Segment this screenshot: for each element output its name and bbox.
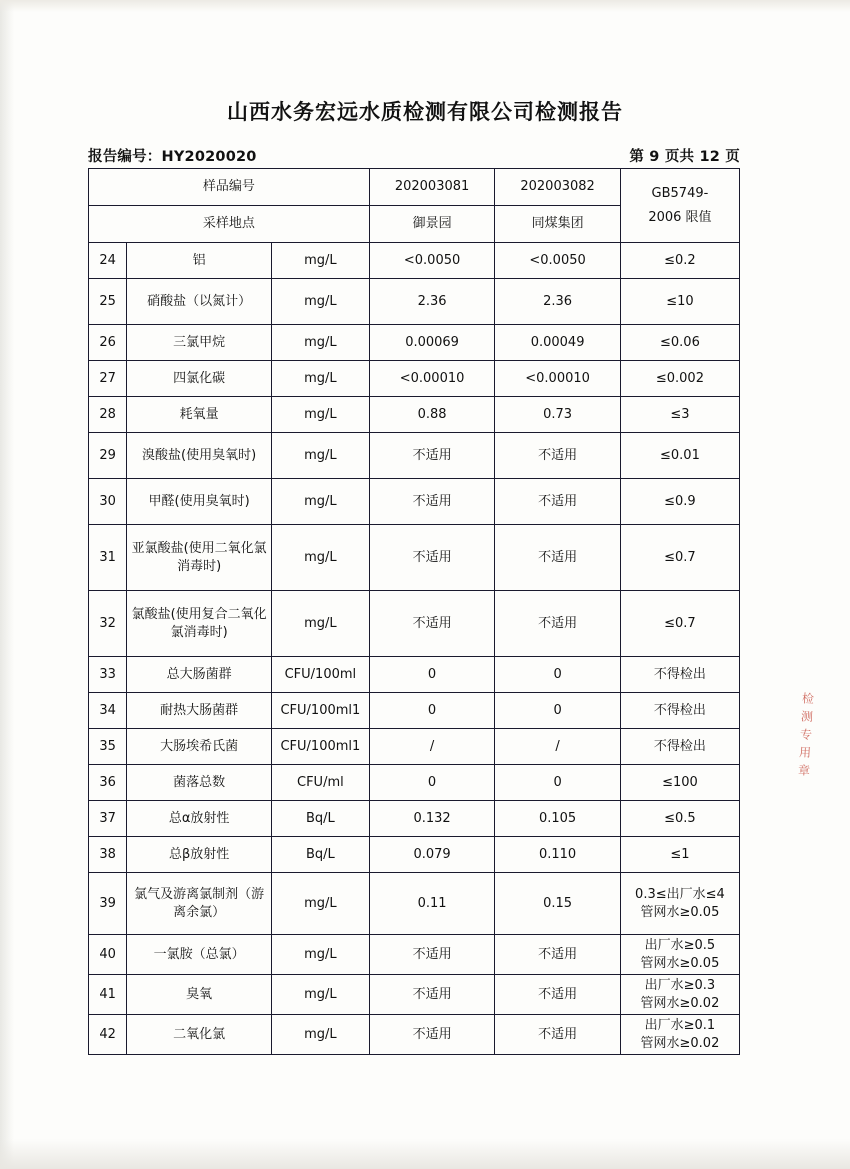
row-number: 38 [89, 837, 127, 873]
row-limit-value: ≤100 [620, 765, 739, 801]
row-parameter-name: 臭氧 [127, 975, 272, 1015]
row-parameter-name: 耗氧量 [127, 397, 272, 433]
row-limit-value: ≤0.7 [620, 525, 739, 591]
page-title: 山西水务宏远水质检测有限公司检测报告 [227, 100, 623, 124]
row-sample1-value: 0 [369, 765, 495, 801]
row-parameter-name: 三氯甲烷 [127, 325, 272, 361]
table-row [89, 397, 740, 433]
table-row [89, 657, 740, 693]
limit-line: 管网水≥0.02 [640, 1035, 720, 1051]
row-limit-value: ≤0.06 [620, 325, 739, 361]
row-parameter-name: 亚氯酸盐(使用二氧化氯消毒时) [127, 525, 272, 591]
header-sample1-no: 202003081 [369, 169, 495, 206]
row-number: 29 [89, 433, 127, 479]
limit-line: 出厂水≥0.1 [644, 1018, 716, 1034]
row-sample1-value: 不适用 [369, 479, 495, 525]
limit-line: 管网水≥0.05 [640, 904, 720, 920]
row-sample1-value: 不适用 [369, 525, 495, 591]
row-limit-value [620, 873, 739, 935]
test-results-table [88, 168, 740, 1055]
row-sample2-value: 不适用 [495, 591, 621, 657]
table-row [89, 873, 740, 935]
row-sample1-value: 不适用 [369, 433, 495, 479]
header-limit-standard [620, 169, 739, 243]
row-unit: CFU/ml [271, 765, 369, 801]
row-sample1-value: 不适用 [369, 1015, 495, 1055]
page-edge-shading-bottom [0, 1139, 850, 1169]
seal-char: 用 [798, 745, 812, 760]
row-sample2-value: 0 [495, 657, 621, 693]
row-limit-value: ≤0.002 [620, 361, 739, 397]
row-number: 28 [89, 397, 127, 433]
row-parameter-name: 四氯化碳 [127, 361, 272, 397]
seal-char: 检 [801, 691, 815, 706]
row-sample2-value: 0 [495, 765, 621, 801]
header-sample2-site: 同煤集团 [495, 206, 621, 243]
row-parameter-name: 总β放射性 [127, 837, 272, 873]
row-sample1-value: 0 [369, 693, 495, 729]
table-row [89, 279, 740, 325]
row-limit-value [620, 935, 739, 975]
row-sample1-value: 不适用 [369, 591, 495, 657]
seal-char: 测 [800, 709, 814, 724]
seal-char: 专 [799, 727, 813, 742]
row-sample1-value: <0.0050 [369, 243, 495, 279]
row-sample1-value: 0 [369, 657, 495, 693]
table-row [89, 975, 740, 1015]
page-number: 第 9 页共 12 页 [629, 149, 740, 165]
limit-line: 出厂水≥0.5 [644, 938, 716, 953]
row-unit: mg/L [271, 397, 369, 433]
row-unit: mg/L [271, 243, 369, 279]
table-header-row-sample-no [89, 169, 740, 206]
row-limit-value: 不得检出 [620, 693, 739, 729]
row-unit: mg/L [271, 433, 369, 479]
page-edge-shading-left [0, 0, 14, 1169]
table-row [89, 361, 740, 397]
table-row [89, 325, 740, 361]
header-sample-no-label: 样品编号 [89, 169, 370, 206]
row-sample1-value: 0.132 [369, 801, 495, 837]
row-parameter-name: 一氯胺（总氯） [127, 935, 272, 975]
table-row [89, 693, 740, 729]
row-number: 36 [89, 765, 127, 801]
row-unit: mg/L [271, 975, 369, 1015]
row-unit: CFU/100ml1 [271, 729, 369, 765]
row-sample2-value: 2.36 [495, 279, 621, 325]
row-sample1-value: 0.079 [369, 837, 495, 873]
row-number: 30 [89, 479, 127, 525]
row-unit: mg/L [271, 279, 369, 325]
row-number: 32 [89, 591, 127, 657]
table-row [89, 935, 740, 975]
header-sample2-no: 202003082 [495, 169, 621, 206]
row-number: 33 [89, 657, 127, 693]
row-parameter-name: 溴酸盐(使用臭氧时) [127, 433, 272, 479]
row-sample1-value: / [369, 729, 495, 765]
row-limit-value: ≤0.2 [620, 243, 739, 279]
row-number: 27 [89, 361, 127, 397]
row-sample2-value: / [495, 729, 621, 765]
row-parameter-name: 总大肠菌群 [127, 657, 272, 693]
row-number: 25 [89, 279, 127, 325]
row-sample2-value: 不适用 [495, 1015, 621, 1055]
row-sample1-value: <0.00010 [369, 361, 495, 397]
row-number: 39 [89, 873, 127, 935]
table-row [89, 801, 740, 837]
row-unit: mg/L [271, 873, 369, 935]
report-meta [88, 145, 740, 166]
row-limit-value: ≤0.7 [620, 591, 739, 657]
report-number: 报告编号：HY2020020 [88, 149, 257, 165]
row-limit-value [620, 975, 739, 1015]
row-sample1-value: 0.88 [369, 397, 495, 433]
table-row [89, 837, 740, 873]
table-row [89, 243, 740, 279]
row-limit-value: ≤0.01 [620, 433, 739, 479]
row-sample2-value: 不适用 [495, 479, 621, 525]
row-number: 37 [89, 801, 127, 837]
row-number: 31 [89, 525, 127, 591]
row-sample1-value: 0.00069 [369, 325, 495, 361]
row-parameter-name: 氯酸盐(使用复合二氧化氯消毒时) [127, 591, 272, 657]
row-sample1-value: 不适用 [369, 975, 495, 1015]
page-edge-shading-top [0, 0, 850, 12]
row-unit: Bq/L [271, 837, 369, 873]
row-sample1-value: 0.11 [369, 873, 495, 935]
row-limit-value [620, 1015, 739, 1055]
row-parameter-name: 铝 [127, 243, 272, 279]
row-sample2-value: 0.73 [495, 397, 621, 433]
row-unit: Bq/L [271, 801, 369, 837]
row-limit-value: ≤10 [620, 279, 739, 325]
table-row [89, 591, 740, 657]
row-limit-value: ≤1 [620, 837, 739, 873]
row-parameter-name: 耐热大肠菌群 [127, 693, 272, 729]
row-sample1-value: 2.36 [369, 279, 495, 325]
row-number: 34 [89, 693, 127, 729]
row-unit: mg/L [271, 1015, 369, 1055]
row-sample2-value: 0 [495, 693, 621, 729]
header-sampling-site-label: 采样地点 [89, 206, 370, 243]
table-row [89, 729, 740, 765]
row-sample1-value: 不适用 [369, 935, 495, 975]
row-number: 26 [89, 325, 127, 361]
row-sample2-value: 0.00049 [495, 325, 621, 361]
row-number: 40 [89, 935, 127, 975]
row-unit: mg/L [271, 935, 369, 975]
limit-line: 0.3≤出厂水≤4 [635, 886, 725, 902]
limit-line: 出厂水≥0.3 [644, 978, 716, 994]
row-number: 42 [89, 1015, 127, 1055]
seal-char: 章 [797, 763, 811, 778]
row-limit-value: 不得检出 [620, 657, 739, 693]
row-parameter-name: 硝酸盐（以氮计） [127, 279, 272, 325]
header-sample1-site: 御景园 [369, 206, 495, 243]
row-sample2-value: 0.15 [495, 873, 621, 935]
row-limit-value: ≤3 [620, 397, 739, 433]
table-row [89, 765, 740, 801]
row-unit: mg/L [271, 525, 369, 591]
row-sample2-value: 不适用 [495, 975, 621, 1015]
row-unit: mg/L [271, 591, 369, 657]
row-sample2-value: 0.110 [495, 837, 621, 873]
row-unit: mg/L [271, 479, 369, 525]
row-parameter-name: 二氧化氯 [127, 1015, 272, 1055]
row-limit-value: ≤0.5 [620, 801, 739, 837]
row-sample2-value: 0.105 [495, 801, 621, 837]
limit-line: 管网水≥0.05 [640, 955, 720, 971]
row-number: 35 [89, 729, 127, 765]
row-parameter-name: 大肠埃希氏菌 [127, 729, 272, 765]
row-unit: mg/L [271, 325, 369, 361]
red-seal-mark [798, 689, 829, 780]
table-row [89, 525, 740, 591]
table-row [89, 479, 740, 525]
row-limit-value: ≤0.9 [620, 479, 739, 525]
row-limit-value: 不得检出 [620, 729, 739, 765]
row-sample2-value: 不适用 [495, 525, 621, 591]
row-parameter-name: 菌落总数 [127, 765, 272, 801]
limit-standard-line2: 2006 限值 [648, 209, 712, 225]
row-unit: mg/L [271, 361, 369, 397]
limit-line: 管网水≥0.02 [640, 995, 720, 1011]
row-sample2-value: 不适用 [495, 433, 621, 479]
row-number: 41 [89, 975, 127, 1015]
row-sample2-value: <0.0050 [495, 243, 621, 279]
row-unit: CFU/100ml1 [271, 693, 369, 729]
row-number: 24 [89, 243, 127, 279]
limit-standard-line1: GB5749- [651, 185, 709, 201]
row-parameter-name: 甲醛(使用臭氧时) [127, 479, 272, 525]
table-row [89, 433, 740, 479]
table-row [89, 1015, 740, 1055]
row-sample2-value: <0.00010 [495, 361, 621, 397]
row-sample2-value: 不适用 [495, 935, 621, 975]
row-unit: CFU/100ml [271, 657, 369, 693]
row-parameter-name: 氯气及游离氯制剂（游离余氯） [127, 873, 272, 935]
row-parameter-name: 总α放射性 [127, 801, 272, 837]
